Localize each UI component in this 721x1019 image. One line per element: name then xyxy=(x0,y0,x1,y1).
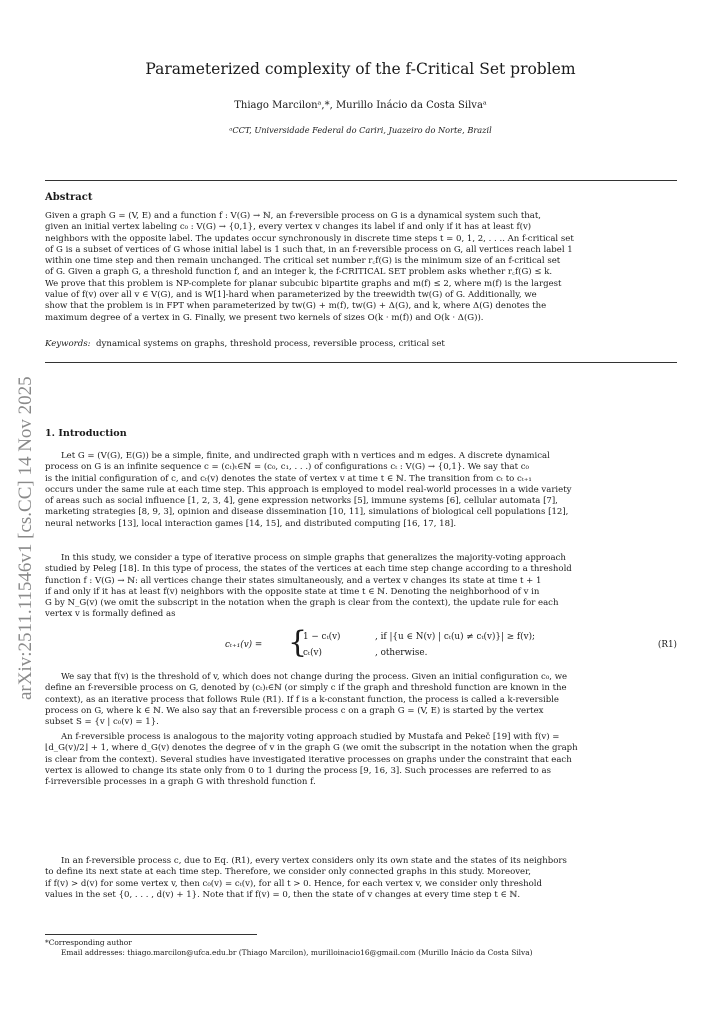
abstract-line: maximum degree of a vertex in G. Finally, we present two kernels of sizes O(k · m(f)) and O(k · Δ(G)). xyxy=(45,312,484,323)
para-line: to define its next state at each time step. Therefore, we consider only connected graphs in this study. Moreover, xyxy=(45,867,531,878)
para-line: studied by Peleg [18]. In this type of process, the states of the vertices at each time step change according to a threshold xyxy=(45,564,572,575)
arxiv-stamp xyxy=(14,300,36,700)
update-rule-equation xyxy=(45,625,677,663)
equation-condition-1: , if |{u ∈ N(v) | cₜ(u) ≠ cₜ(v)}| ≥ f(v); xyxy=(375,632,535,642)
keywords-text: dynamical systems on graphs, threshold process, reversible process, critical set xyxy=(96,339,445,349)
para-line: In an f-reversible process c, due to Eq. (R1), every vertex considers only its own state and the states of its neighbors xyxy=(61,856,567,866)
equation-case-1: 1 − cₜ(v) xyxy=(303,632,341,642)
abstract-line: value of f(v) over all v ∈ V(G), and is W[1]-hard when parameterized by the treewidth tw(G) of G. Additionally, we xyxy=(45,290,537,301)
para-line: f-irreversible processes in a graph G with threshold function f. xyxy=(45,777,316,788)
abstract-body xyxy=(45,211,677,324)
equation-case-2: cₜ(v) xyxy=(303,648,322,658)
para-line: process on G, where k ∈ ℕ. We also say that an f-reversible process c on a graph G = (V, E) is started by the vertex xyxy=(45,705,544,716)
intro-paragraph-5 xyxy=(45,856,677,901)
abstract-line: given an initial vertex labeling c₀ : V(G) → {0,1}, every vertex v changes its label if and only if it has at least f(v) xyxy=(45,222,532,233)
para-line: of areas such as social influence [1, 2, 3, 4], gene expression networks [5], immune systems [6], cellular automata [7], xyxy=(45,496,558,507)
footnote-rule xyxy=(45,934,257,935)
para-line: In this study, we consider a type of iterative process on simple graphs that generalizes the majority-voting approach xyxy=(61,553,566,563)
para-line: Let G = (V(G), E(G)) be a simple, finite, and undirected graph with n vertices and m edges. A discrete dynamical xyxy=(61,451,550,461)
keywords-label: Keywords: xyxy=(45,339,91,349)
equation-condition-2: , otherwise. xyxy=(375,648,428,658)
para-line: if f(v) > d(v) for some vertex v, then c₀(v) = cₜ(v), for all t > 0. Hence, for each vertex v, we consider only threshold xyxy=(45,878,543,889)
abstract-line: within one time step and then remain unchanged. The critical set number r꜀f(G) is the minimum size of an f-critical set xyxy=(45,256,561,267)
abstract-line: of G. Given a graph G, a threshold function f, and an integer k, the f-CRITICAL SET problem asks whether r꜀f(G) ≤ k. xyxy=(45,267,553,278)
para-line: vertex v is formally defined as xyxy=(45,609,176,620)
paper-title: Parameterized complexity of the f-Critical Set problem xyxy=(145,60,576,78)
equation-number: (R1) xyxy=(657,640,677,650)
bottom-rule xyxy=(45,362,677,363)
intro-paragraph-4 xyxy=(45,732,677,788)
abstract-line: show that the problem is in FPT when parameterized by tw(G) + m(f), tw(G) + Δ(G), and k, where Δ(G) denotes the xyxy=(45,301,547,312)
cases-brace: { xyxy=(288,625,308,660)
para-line: define an f-reversible process on G, denoted by (cₜ)ₜ∈ℕ (or simply c if the graph and threshold function are known in the xyxy=(45,683,567,694)
para-line: An f-reversible process is analogous to the majority voting approach studied by Mustafa and Pekeč [19] with f(v) = xyxy=(61,732,560,742)
para-line: neural networks [13], local interaction games [14, 15], and distributed computing [16, 17, 18]. xyxy=(45,518,457,529)
para-line: values in the set {0, . . . , d(v) + 1}. Note that if f(v) = 0, then the state of v changes at every time step t ∈ ℕ. xyxy=(45,889,521,900)
para-line: function f : V(G) → ℕ: all vertices change their states simultaneously, and a vertex v changes its state at time t + 1 xyxy=(45,575,542,586)
footnote-corresponding: *Corresponding author xyxy=(45,938,132,947)
para-line: marketing strategies [8, 9, 3], opinion and disease dissemination [10, 11], simulations of biological cell populations [12], xyxy=(45,507,569,518)
para-line: is the initial configuration of c, and cₜ(v) denotes the state of vertex v at time t ∈ ℕ. The transition from cₜ to cₜ₊₁ xyxy=(45,473,532,484)
para-line: vertex is allowed to change its state only from 0 to 1 during the process [9, 16, 3]. Such processes are referred to as xyxy=(45,765,552,776)
para-line: if and only if it has at least f(v) neighbors with the opposite state at time t ∈ ℕ. Denoting the neighborhood of v in xyxy=(45,586,540,597)
para-line: ⌊d_G(v)/2⌋ + 1, where d_G(v) denotes the degree of v in the graph G (we omit the subscript in the notation when the graph xyxy=(45,743,578,754)
footnote-emails: Email addresses: thiago.marcilon@ufca.edu.br (Thiago Marcilon), murilloinacio16@gmail.com (Murillo Inácio da Costa Silva) xyxy=(61,948,533,957)
top-rule xyxy=(45,180,677,181)
para-line: process on G is an infinite sequence c = (cₜ)ₜ∈ℕ = (c₀, c₁, . . .) of configurations cₜ : V(G) → {0,1}. We say that c₀ xyxy=(45,462,529,473)
para-line: G by N_G(v) (we omit the subscript in the notation when the graph is clear from the context), the update rule for each xyxy=(45,598,559,609)
arxiv-stamp-text: arXiv:2511.11546v1 [cs.CC] 14 Nov 2025 xyxy=(15,376,36,700)
para-line: is clear from the context). Several studies have investigated iterative processes on graphs under the constraint that each xyxy=(45,754,572,765)
abstract-line: neighbors with the opposite label. The updates occur synchronously in discrete time steps t = 0, 1, 2, . . .. An f-critical set xyxy=(45,233,574,244)
author-list: Thiago Marcilonᵃ,*, Murillo Inácio da Costa Silvaᵃ xyxy=(234,100,487,111)
equation-lhs: cₜ₊₁(v) = xyxy=(225,640,263,650)
abstract-line: of G is a subset of vertices of G whose initial label is 1 such that, in an f-reversible process on G, all vertices reach label 1 xyxy=(45,244,573,255)
affiliation: ᵃCCT, Universidade Federal do Cariri, Juazeiro do Norte, Brazil xyxy=(229,125,492,135)
abstract-line: Given a graph G = (V, E) and a function f : V(G) → ℕ, an f-reversible process on G is a dynamical system such that, xyxy=(45,211,542,221)
para-line: subset S = {v | c₀(v) = 1}. xyxy=(45,717,159,728)
intro-paragraph-2 xyxy=(45,553,677,621)
para-line: occurs under the same rule at each time step. This approach is employed to model real-world processes in a wide variety xyxy=(45,484,572,495)
keywords xyxy=(45,339,445,349)
para-line: We say that f(v) is the threshold of v, which does not change during the process. Given an initial configuration c₀, we xyxy=(61,672,568,682)
para-line: context), as an iterative process that follows Rule (R1). If f is a k-constant function, the process is called a k-reversible xyxy=(45,694,559,705)
abstract-line: We prove that this problem is NP-complete for planar subcubic bipartite graphs and m(f) ≤ 2, where m(f) is the largest xyxy=(45,278,562,289)
footnotes xyxy=(45,938,685,958)
intro-paragraph-3 xyxy=(45,672,677,728)
section-heading: 1. Introduction xyxy=(45,428,127,439)
intro-paragraph-1 xyxy=(45,451,677,530)
abstract-heading: Abstract xyxy=(45,192,93,203)
